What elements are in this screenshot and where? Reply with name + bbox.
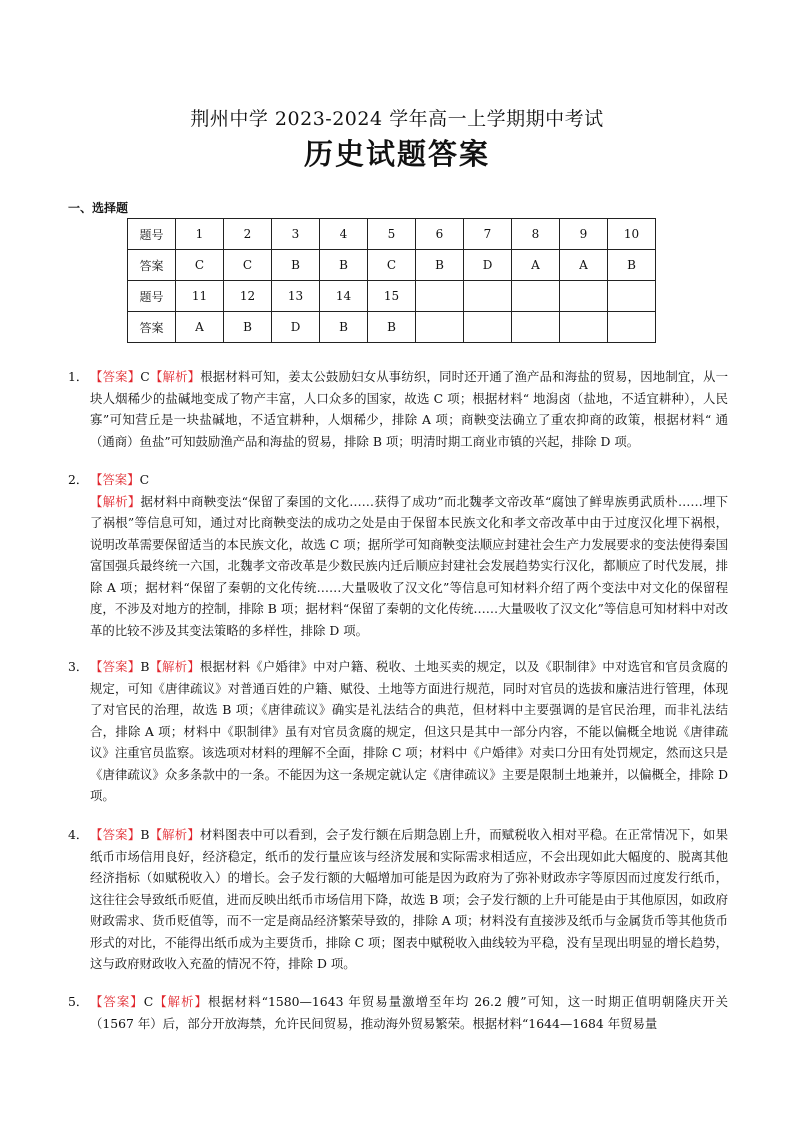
table-cell bbox=[416, 281, 464, 312]
table-cell: B bbox=[320, 312, 368, 343]
page-title: 历史试题答案 bbox=[303, 137, 490, 171]
table-row-header: 答案 bbox=[128, 250, 176, 281]
question-number: 2． bbox=[68, 472, 89, 487]
table-cell bbox=[560, 281, 608, 312]
analysis-label: 【解析】 bbox=[90, 493, 141, 509]
question-body bbox=[90, 991, 728, 1034]
table-cell: 3 bbox=[272, 219, 320, 250]
table-cell: 6 bbox=[416, 219, 464, 250]
table-row-header: 答案 bbox=[128, 312, 176, 343]
analysis-text: 材料图表中可以看到，会子发行额在后期急剧上升，而赋税收入相对平稳。在正常情况下，如果纸币市场信用良好，经济稳定，纸币的发行量应该与经济发展和实际需求相适应，不会出现如此大幅度的、脱离其他经济指标（如赋税收入）的增长。会子发行额的大幅增加可能是因为政府为了弥补财政赤字等原因而过度发行纸币，这往往会导致纸币贬值，进而反映出纸币市场信用下降，故选 B 项；会子发行额的上升可能是由于其他原因，如政府财政需求、货币贬值等，而不一定是商品经济繁荣导致的，排除 A 项；材料没有直接涉及纸币与金属货币等其他货币形式的对比，不能得出纸币成为主要货币，排除 C 项；图表中赋税收入曲线较为平稳，没有呈现出明显的增长趋势，这与政府财政收入充盈的情况不符，排除 D 项。 bbox=[90, 827, 729, 971]
table-row bbox=[128, 312, 656, 343]
table-cell: A bbox=[176, 312, 224, 343]
answer-value: C bbox=[143, 994, 154, 1009]
question-2 bbox=[68, 469, 728, 641]
table-cell: 7 bbox=[464, 219, 512, 250]
analysis-text: 根据材料《户婚律》中对户籍、税收、土地买卖的规定，以及《职制律》中对选官和官员贪腐的规定，可知《唐律疏议》对普通百姓的户籍、赋役、土地等方面进行规范，同时对官员的选拔和廉洁进行管理，体现了对官民的治理，故选 B 项；《唐律疏议》确实是礼法结合的典范，但材料中主要强调的是官民治理，而非礼法结合，排除 A 项；材料中《职制律》虽有对官员贪腐的规定，但这只是其中一部分内容，不能以偏概全地说《唐律疏议》注重官员监察。该选项对材料的理解不全面，排除 C 项；材料中《户婚律》对卖口分田有处罚规定，然而这只是《唐律疏议》众多条款中的一条。不能因为这一条规定就认定《唐律疏议》主要是限制土地兼并，以偏概全，排除 D 项。 bbox=[90, 659, 729, 803]
table-cell: B bbox=[368, 312, 416, 343]
table-cell bbox=[512, 312, 560, 343]
answer-label: 【答案】 bbox=[90, 994, 144, 1009]
table-cell bbox=[464, 312, 512, 343]
table-cell: A bbox=[560, 250, 608, 281]
question-body bbox=[90, 824, 728, 975]
table-cell: 15 bbox=[368, 281, 416, 312]
analysis-label: 【解析】 bbox=[149, 369, 201, 384]
analysis-text: 根据材料可知，姜太公鼓励妇女从事纺织，同时还开通了渔产品和海盐的贸易，因地制宜，从一块人烟稀少的盐碱地变成了物产丰富，人口众多的国家，故选 C 项；根据材料“ 地潟卤（盐地，不适宜耕种），人民寡”可知营丘是一块盐碱地，不适宜耕种，人烟稀少，排除 A 项；商鞅变法确立了重农抑商的政策，根据材料“ 通（通商）鱼盐”可知鼓励渔产品和海盐的贸易，排除 B 项；明清时期工商业市镇的兴起，排除 D 项。 bbox=[90, 369, 729, 449]
answer-label: 【答案】 bbox=[90, 827, 141, 842]
question-number: 3． bbox=[68, 659, 89, 674]
table-cell: 4 bbox=[320, 219, 368, 250]
answer-value: C bbox=[139, 472, 150, 487]
table-cell: 10 bbox=[608, 219, 656, 250]
table-row-header: 题号 bbox=[128, 219, 176, 250]
table-cell: B bbox=[272, 250, 320, 281]
table-cell: 12 bbox=[224, 281, 272, 312]
question-5 bbox=[68, 991, 728, 1034]
question-1 bbox=[68, 366, 728, 452]
answer-value: C bbox=[140, 369, 150, 384]
table-cell: D bbox=[464, 250, 512, 281]
answer-label: 【答案】 bbox=[90, 369, 141, 384]
analysis-text: 根据材料“1580—1643 年贸易量激增至年均 26.2 艘”可知，这一时期正值明朝隆庆开关（1567 年）后，部分开放海禁，允许民间贸易，推动海外贸易繁荣。根据材料“1644—1684 年贸易量 bbox=[90, 994, 729, 1031]
table-cell: D bbox=[272, 312, 320, 343]
exam-subtitle: 荆州中学 2023-2024 学年高一上学期期中考试 bbox=[190, 108, 604, 130]
table-cell: 13 bbox=[272, 281, 320, 312]
table-cell bbox=[512, 281, 560, 312]
table-cell: 2 bbox=[224, 219, 272, 250]
table-cell: B bbox=[608, 250, 656, 281]
table-cell: A bbox=[512, 250, 560, 281]
table-cell bbox=[608, 281, 656, 312]
analysis-label: 【解析】 bbox=[149, 659, 200, 674]
analysis-label: 【解析】 bbox=[153, 994, 208, 1009]
question-body bbox=[90, 656, 728, 807]
question-4 bbox=[68, 824, 728, 975]
question-number: 1． bbox=[68, 369, 89, 384]
table-cell: B bbox=[320, 250, 368, 281]
section-heading: 一、选择题 bbox=[68, 201, 129, 215]
table-cell: B bbox=[224, 312, 272, 343]
table-row bbox=[128, 250, 656, 281]
table-cell: C bbox=[368, 250, 416, 281]
analysis-text: 据材料中商鞅变法“保留了秦国的文化……获得了成功”而北魏孝文帝改革“腐蚀了鲜卑族勇武质朴……埋下了祸根”等信息可知，通过对比商鞅变法的成功之处是由于保留本民族文化和孝文帝改革中由于过度汉化埋下祸根，说明改革需要保留适当的本民族文化，故选 C 项；据所学可知商鞅变法顺应封建社会生产力发展要求的变法使得秦国富国强兵最终统一六国，北魏孝文帝改革是少数民族内迁后顺应封建社会发展趋势实行汉化，都顺应了时代发展，排除 A 项；据材料“保留了秦朝的文化传统……大量吸收了汉文化”等信息可知材料介绍了两个变法中对文化的保留程度，不涉及对地方的控制，排除 B 项；据材料“保留了秦朝的文化传统……大量吸收了汉文化”等信息可知材料中对改革的比较不涉及其变法策略的多样性，排除 D 项。 bbox=[90, 493, 728, 638]
question-3 bbox=[68, 656, 728, 807]
table-row bbox=[128, 281, 656, 312]
table-cell: C bbox=[224, 250, 272, 281]
answer-label: 【答案】 bbox=[90, 472, 140, 487]
answer-label: 【答案】 bbox=[90, 659, 141, 674]
answer-value: B bbox=[140, 827, 150, 842]
table-cell: 5 bbox=[368, 219, 416, 250]
table-cell: 11 bbox=[176, 281, 224, 312]
table-cell: C bbox=[176, 250, 224, 281]
answer-table bbox=[127, 218, 656, 343]
table-cell: 1 bbox=[176, 219, 224, 250]
question-number: 5． bbox=[68, 994, 89, 1009]
analysis-label: 【解析】 bbox=[149, 827, 200, 842]
table-cell bbox=[608, 312, 656, 343]
question-number: 4． bbox=[68, 827, 89, 842]
table-cell bbox=[464, 281, 512, 312]
table-cell: B bbox=[416, 250, 464, 281]
table-cell bbox=[560, 312, 608, 343]
question-body bbox=[90, 366, 728, 452]
table-cell: 9 bbox=[560, 219, 608, 250]
table-cell: 8 bbox=[512, 219, 560, 250]
table-cell: 14 bbox=[320, 281, 368, 312]
table-cell bbox=[416, 312, 464, 343]
question-body bbox=[90, 469, 728, 641]
table-row-header: 题号 bbox=[128, 281, 176, 312]
answer-value: B bbox=[140, 659, 150, 674]
table-row bbox=[128, 219, 656, 250]
